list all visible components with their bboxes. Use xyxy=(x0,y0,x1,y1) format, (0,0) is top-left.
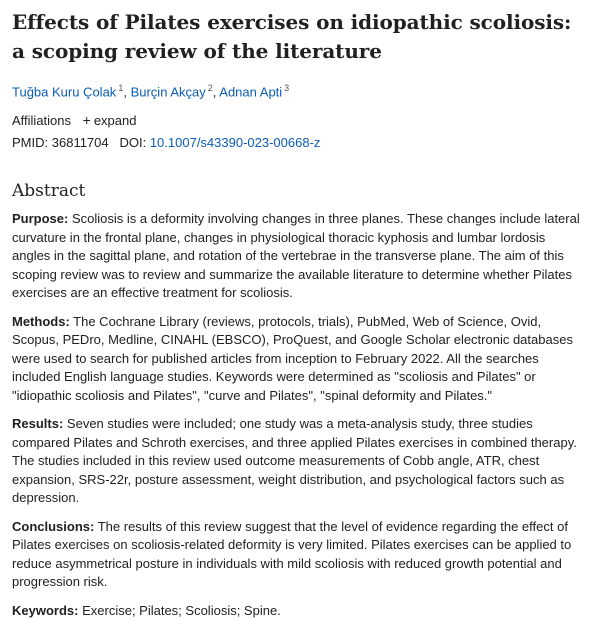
abstract-section-methods xyxy=(12,313,585,406)
keywords-row xyxy=(12,602,585,620)
affiliation-ref[interactable]: 1 xyxy=(118,83,124,93)
author-separator: , xyxy=(212,84,217,100)
plus-icon: + xyxy=(82,112,91,129)
section-text: Scoliosis is a deformity involving changes in three planes. These changes include lateral curvature in the frontal plane, changes in physiological thoracic kyphosis and lumbar lordosis angles in the sagittal plane, and rotation of the vertebrae in the transverse plane. The aim of this scoping review was to review and summarize the available literature to determine whether Pilates exercises are an effective treatment for scoliosis. xyxy=(12,211,580,301)
expand-affiliations-button[interactable] xyxy=(83,113,137,128)
section-label: Methods: xyxy=(12,313,70,329)
pmid-value: 36811704 xyxy=(51,135,109,151)
doi-label: DOI: xyxy=(119,135,147,151)
author-link[interactable]: Burçin Akçay xyxy=(130,84,206,100)
author-link[interactable]: Adnan Apti xyxy=(219,84,283,100)
section-label: Results: xyxy=(12,416,64,432)
abstract-heading: Abstract xyxy=(12,181,86,202)
abstract-section-purpose xyxy=(12,210,585,303)
affiliations-row xyxy=(12,111,585,130)
affiliation-ref[interactable]: 3 xyxy=(284,83,290,93)
identifiers-row xyxy=(12,134,585,152)
section-text: Seven studies were included; one study was a meta-analysis study, three studies compared Pilates and Schroth exercises, and three applied Pilates exercises in combined therapy. The studies included in this review used outcome measurements of Cobb angle, ATR, chest expansion, SRS-22r, posture assessment, weight distribution, and psychological factors such as depression. xyxy=(12,416,577,506)
keywords-text: Exercise; Pilates; Scoliosis; Spine. xyxy=(82,602,281,618)
author-separator: , xyxy=(123,84,127,100)
abstract-section-results xyxy=(12,415,585,508)
affiliation-ref[interactable]: 2 xyxy=(207,83,213,93)
pmid-label: PMID: xyxy=(12,135,49,151)
affiliations-label: Affiliations xyxy=(12,113,72,129)
section-label: Conclusions: xyxy=(12,518,95,534)
section-label: Purpose: xyxy=(12,211,69,227)
article-title: Effects of Pilates exercises on idiopathic scoliosis: a scoping review of the literature xyxy=(12,10,572,63)
section-text: The results of this review suggest that the level of evidence regarding the effect of Pilates exercises on scoliosis-related deformity is very limited. Pilates exercises can be applied to reduce asymmetrical posture in individuals with mild scoliosis with reduced growth potential and progression risk. xyxy=(12,518,572,590)
section-text: The Cochrane Library (reviews, protocols, trials), PubMed, Web of Science, Ovid, Scopus, PEDro, Medline, CINAHL (EBSCO), ProQuest, and Google Scholar electronic databases were used to search for published articles from inception to February 2022. All the searches included English language studies. Keywords were determined as "scoliosis and Pilates" or "idiopathic scoliosis and Pilates", "curve and Pilates", "spinal deformity and Pilates." xyxy=(12,313,573,403)
author-link[interactable]: Tuğba Kuru Çolak xyxy=(12,84,117,100)
abstract-section-conclusions xyxy=(12,518,585,592)
doi-link[interactable]: 10.1007/s43390-023-00668-z xyxy=(149,135,321,151)
expand-label: expand xyxy=(93,113,137,129)
keywords-label: Keywords: xyxy=(12,602,79,618)
author-list xyxy=(12,79,585,101)
